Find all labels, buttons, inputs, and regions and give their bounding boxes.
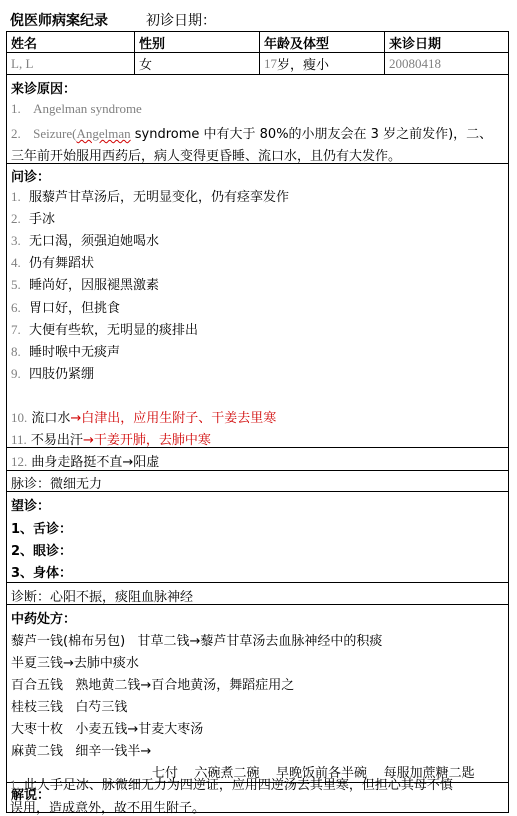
reason-section [7, 75, 508, 164]
inquiry-item [11, 297, 120, 316]
look-heading: 望诊： [11, 499, 51, 514]
inquiry-item [11, 319, 198, 338]
doctor-record-title: 倪医师病案纪录 [10, 13, 108, 29]
inquiry-item-11 [11, 429, 211, 448]
reason-heading: 来诊原因： [11, 82, 77, 97]
header-date-label: 来诊日期 [389, 36, 442, 52]
inquiry-item-num: 3. [11, 233, 21, 249]
inquiry-item-text: 四肢仍紧绷 [29, 366, 95, 382]
inquiry-item-10-num: 10. [11, 410, 28, 425]
inquiry-item-12-num: 12. [11, 454, 28, 469]
inquiry-item-10-text: 流口水 [31, 411, 71, 426]
patient-age-text: 岁，瘦小 [277, 58, 330, 73]
patient-sex-value: 女 [139, 58, 153, 73]
header-sex [135, 32, 259, 52]
record-table [6, 31, 509, 813]
prescription-heading: 中药处方： [11, 612, 77, 627]
inquiry-item-text: 服藜芦甘草汤后，无明显变化，仍有痉挛发作 [29, 190, 290, 205]
diagnosis-section [7, 583, 508, 605]
header-sex-label: 性别 [139, 36, 166, 52]
inquiry-item [11, 363, 94, 382]
reason-item-2-num: 2. [11, 126, 21, 141]
header-row [7, 32, 508, 53]
reason-item-2-cont: 三年前开始服用西药后，病人变得更昏睡、流口水，且仍有大发作。 [11, 149, 402, 164]
document-title [10, 10, 216, 30]
inquiry-item-10 [11, 407, 276, 426]
inquiry-item-num: 5. [11, 277, 21, 293]
reason-item-2-text-c: syndrome 中有大于 80%的小朋友会在 3 岁之前发作)，二、 [130, 127, 493, 142]
patient-name-value: L, L [11, 55, 34, 71]
inquiry-item-12 [11, 451, 159, 470]
values-row [7, 53, 508, 75]
first-visit-date-label: 初诊日期： [146, 13, 216, 29]
explain-line-2: 误用，造成意外，故不用生附子。 [10, 801, 206, 816]
inquiry-item [11, 208, 55, 227]
patient-age-number: 17 [264, 55, 277, 71]
inquiry-item-text: 无口渴，须强迫她喝水 [29, 234, 160, 250]
inquiry-item-10-red: →白津出，应用生附子、干姜去里寒 [70, 411, 277, 426]
inquiry-item-text: 睡尚好，因服褪黑激素 [29, 278, 160, 294]
reason-item-1-num: 1. [11, 101, 21, 116]
inquiry-item-num: 8. [11, 343, 21, 359]
prescription-line: 桂枝三钱 白芍三钱 [11, 700, 128, 715]
body-exam: 3、身体： [11, 566, 73, 581]
inquiry-item-num: 2. [11, 211, 21, 227]
pulse-text: 脉诊：微细无力 [11, 477, 103, 492]
visit-date-value: 20080418 [389, 55, 441, 71]
reason-item-1-text: Angelman syndrome [33, 101, 142, 116]
reason-item-2-text-a: Seizure( [33, 126, 77, 141]
inquiry-item-11-text: 不易出汗 [30, 433, 83, 448]
patient-name [7, 53, 134, 74]
header-age-label: 年龄及体型 [264, 36, 330, 52]
inquiry-item-text: 手冰 [29, 212, 56, 228]
inquiry-item [11, 230, 159, 249]
header-name [7, 32, 134, 52]
reason-item-2 [11, 123, 492, 142]
explain-text-a: 此人手足冰、脉微细无力为四逆证，应用四逆汤去其里寒，但担心其母不慎 [19, 778, 453, 793]
inquiry-heading: 问诊： [11, 170, 51, 185]
tongue-exam: 1、舌诊： [11, 522, 73, 537]
patient-sex [135, 53, 259, 74]
diagnosis-text: 诊断：心阳不振，痰阻血脉神经 [11, 590, 194, 605]
inquiry-item-num: 9. [11, 365, 21, 381]
inquiry-item [11, 274, 159, 293]
dosage-instructions: 七付 六碗煮二碗 早晚饭前各半碗 每服加蔗糖二匙 [152, 766, 475, 781]
pulse-section [7, 471, 508, 492]
explain-line-1 [10, 774, 453, 793]
inquiry-item-text: 大便有些软，无明显的痰排出 [29, 322, 199, 338]
explain-heading: 解说： [11, 788, 51, 803]
inquiry-item-num: 6. [11, 299, 21, 315]
inquiry-item [11, 186, 289, 205]
inquiry-item-12-text: 曲身走路挺不直→阳虚 [31, 455, 160, 470]
prescription-line: 半夏三钱→去肺中痰水 [11, 656, 139, 671]
inquiry-item-11-num: 11. [11, 432, 27, 447]
inquiry-item [11, 252, 94, 271]
inquiry-item [11, 341, 120, 360]
inquiry-item-text: 仍有舞蹈状 [29, 256, 95, 272]
visit-date [385, 53, 509, 74]
inquiry-item-text: 胃口好，但挑食 [29, 300, 121, 316]
header-date [385, 32, 509, 52]
prescription-line: 大枣十枚 小麦五钱→甘麦大枣汤 [11, 722, 204, 737]
patient-age [260, 53, 384, 74]
reason-item-1 [11, 101, 142, 117]
reason-item-2-text-b: Angelman [76, 126, 131, 141]
inquiry-item-num: 7. [11, 321, 21, 337]
inquiry-item-num: 4. [11, 255, 21, 271]
pulse-line [11, 473, 102, 492]
inquiry-section [7, 164, 508, 448]
inquiry-item-11-red: →干姜开肺，去肺中寒 [82, 433, 211, 448]
header-age [260, 32, 384, 52]
header-name-label: 姓名 [11, 36, 38, 52]
inquiry-item-text: 睡时喉中无痰声 [29, 344, 121, 360]
prescription-line: 藜芦一钱(棉布另包) 甘草二钱→藜芦甘草汤去血脉神经中的积痰 [11, 634, 383, 649]
inquiry-item-num: 1. [11, 189, 21, 204]
look-section [7, 492, 508, 583]
explain-num: 1. [10, 777, 20, 792]
prescription-section [7, 605, 508, 783]
prescription-line: 麻黄二钱 细辛一钱半→ [11, 744, 152, 759]
prescription-line: 百合五钱 熟地黄二钱→百合地黄汤，舞蹈症用之 [11, 678, 295, 693]
eye-exam: 2、眼诊： [11, 544, 73, 559]
